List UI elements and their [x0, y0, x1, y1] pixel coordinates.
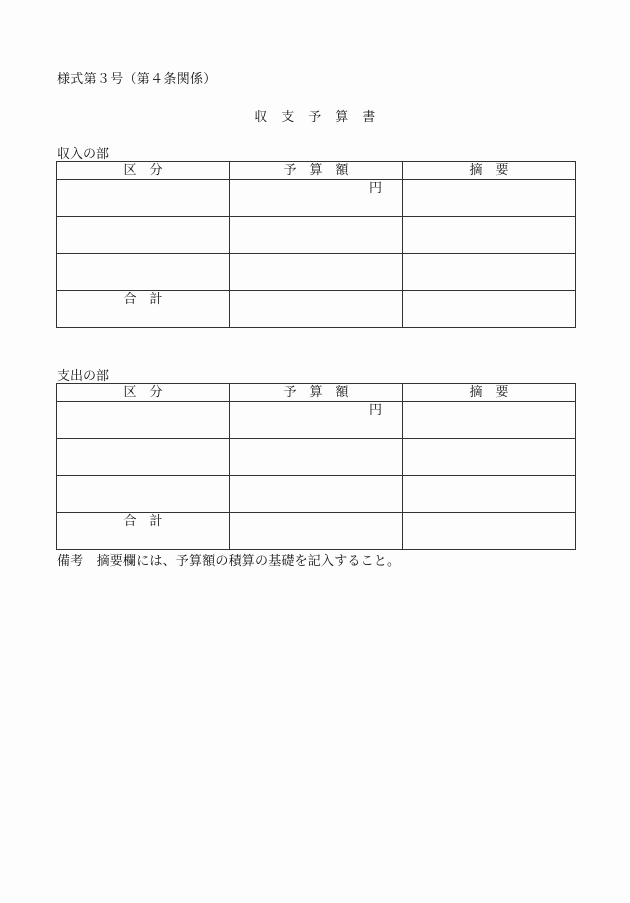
income-section-label: 収入の部 — [57, 147, 110, 162]
income-amount-cell[interactable] — [230, 217, 403, 254]
expense-header-amount: 予 算 額 — [230, 384, 403, 402]
income-remarks-cell[interactable] — [403, 254, 576, 291]
expense-amount-cell[interactable] — [230, 476, 403, 513]
income-table — [56, 161, 576, 328]
remarks-note: 備考 摘要欄には、予算額の積算の基礎を記入すること。 — [57, 554, 401, 569]
expense-header-row — [57, 384, 576, 402]
income-amount-cell[interactable] — [230, 180, 403, 217]
expense-remarks-cell[interactable] — [403, 476, 576, 513]
expense-amount-cell[interactable] — [230, 439, 403, 476]
income-total-remarks-cell[interactable] — [403, 291, 576, 328]
income-header-row — [57, 162, 576, 180]
yen-unit: 円 — [368, 403, 382, 418]
income-row — [57, 254, 576, 291]
expense-total-remarks-cell[interactable] — [403, 513, 576, 550]
expense-total-amount-cell[interactable] — [230, 513, 403, 550]
income-category-cell[interactable] — [57, 254, 230, 291]
income-row — [57, 217, 576, 254]
expense-category-cell[interactable] — [57, 439, 230, 476]
expense-table — [56, 383, 576, 550]
expense-row — [57, 476, 576, 513]
yen-unit: 円 — [368, 181, 382, 196]
expense-total-row — [57, 513, 576, 550]
expense-amount-cell[interactable] — [230, 402, 403, 439]
expense-header-remarks: 摘 要 — [403, 384, 576, 402]
document-title: 収 支 予 算 書 — [254, 110, 376, 125]
income-amount-cell[interactable] — [230, 254, 403, 291]
income-header-category: 区 分 — [57, 162, 230, 180]
form-number: 様式第３号（第４条関係） — [57, 72, 217, 87]
income-header-remarks: 摘 要 — [403, 162, 576, 180]
expense-header-category: 区 分 — [57, 384, 230, 402]
income-header-amount: 予 算 額 — [230, 162, 403, 180]
income-category-cell[interactable] — [57, 180, 230, 217]
expense-row — [57, 402, 576, 439]
expense-total-label: 合 計 — [57, 513, 230, 550]
expense-category-cell[interactable] — [57, 402, 230, 439]
income-total-amount-cell[interactable] — [230, 291, 403, 328]
expense-remarks-cell[interactable] — [403, 439, 576, 476]
income-row — [57, 180, 576, 217]
income-remarks-cell[interactable] — [403, 180, 576, 217]
expense-category-cell[interactable] — [57, 476, 230, 513]
expense-row — [57, 439, 576, 476]
income-remarks-cell[interactable] — [403, 217, 576, 254]
expense-section-label: 支出の部 — [57, 369, 110, 384]
expense-remarks-cell[interactable] — [403, 402, 576, 439]
income-category-cell[interactable] — [57, 217, 230, 254]
income-total-row — [57, 291, 576, 328]
income-total-label: 合 計 — [57, 291, 230, 328]
